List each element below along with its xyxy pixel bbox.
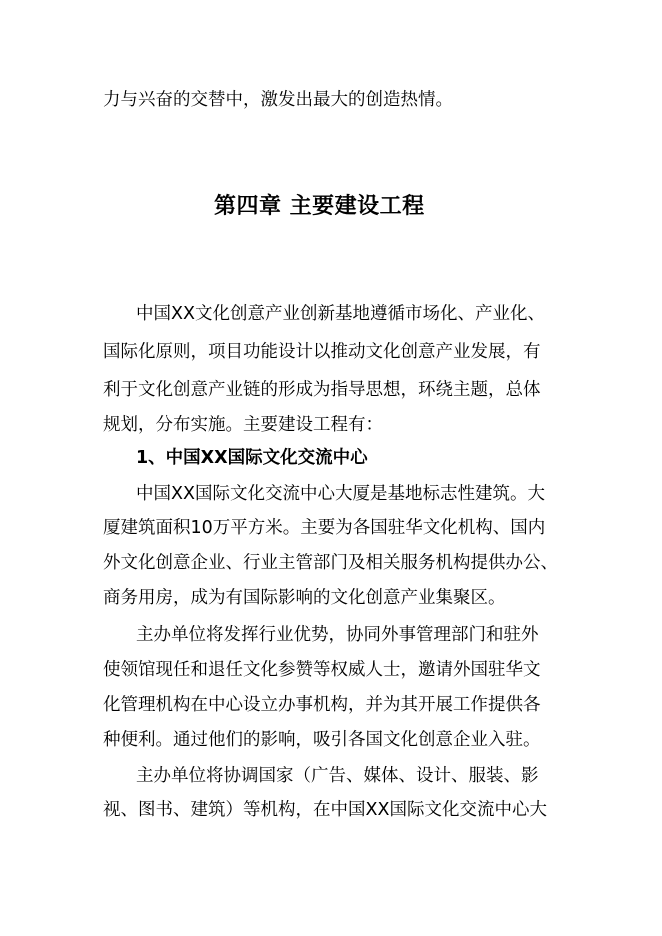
paragraph-line: 主办单位将协调国家（广告、媒体、设计、服装、影: [136, 766, 539, 786]
paragraph-line: 国际化原则，项目功能设计以推动文化创意产业发展，有: [103, 342, 541, 362]
paragraph-line: 化管理机构在中心设立办事机构，并为其开展工作提供各: [103, 695, 541, 715]
paragraph-line: 主办单位将发挥行业优势，协同外事管理部门和驻外: [136, 625, 539, 645]
paragraph-line: 外文化创意企业、行业主管部门及相关服务机构提供办公、: [103, 553, 558, 573]
section-heading: 1、中国XX国际文化交流中心: [136, 448, 368, 468]
paragraph-line: 商务用房，成为有国际影响的文化创意产业集聚区。: [103, 588, 506, 608]
paragraph-line: 种便利。通过他们的影响，吸引各国文化创意企业入驻。: [103, 730, 541, 750]
paragraph-line: 中国XX国际文化交流中心大厦是基地标志性建筑。大: [136, 484, 545, 504]
paragraph-line: 规划，分布实施。主要建设工程有：: [103, 415, 383, 435]
paragraph-line: 中国XX文化创意产业创新基地遵循市场化、产业化、: [136, 304, 545, 324]
paragraph-line: 利于文化创意产业链的形成为指导思想，环绕主题，总体: [103, 380, 541, 400]
paragraph-line: 厦建筑面积10万平方米。主要为各国驻华文化机构、国内: [103, 518, 546, 538]
paragraph-line: 视、图书、建筑）等机构，在中国XX国际文化交流中心大: [103, 800, 547, 820]
chapter-title: 第四章 主要建设工程: [214, 194, 425, 219]
continuation-text: 力与兴奋的交替中，激发出最大的创造热情。: [103, 90, 453, 110]
paragraph-line: 使领馆现任和退任文化参赞等权威人士，邀请外国驻华文: [103, 660, 541, 680]
